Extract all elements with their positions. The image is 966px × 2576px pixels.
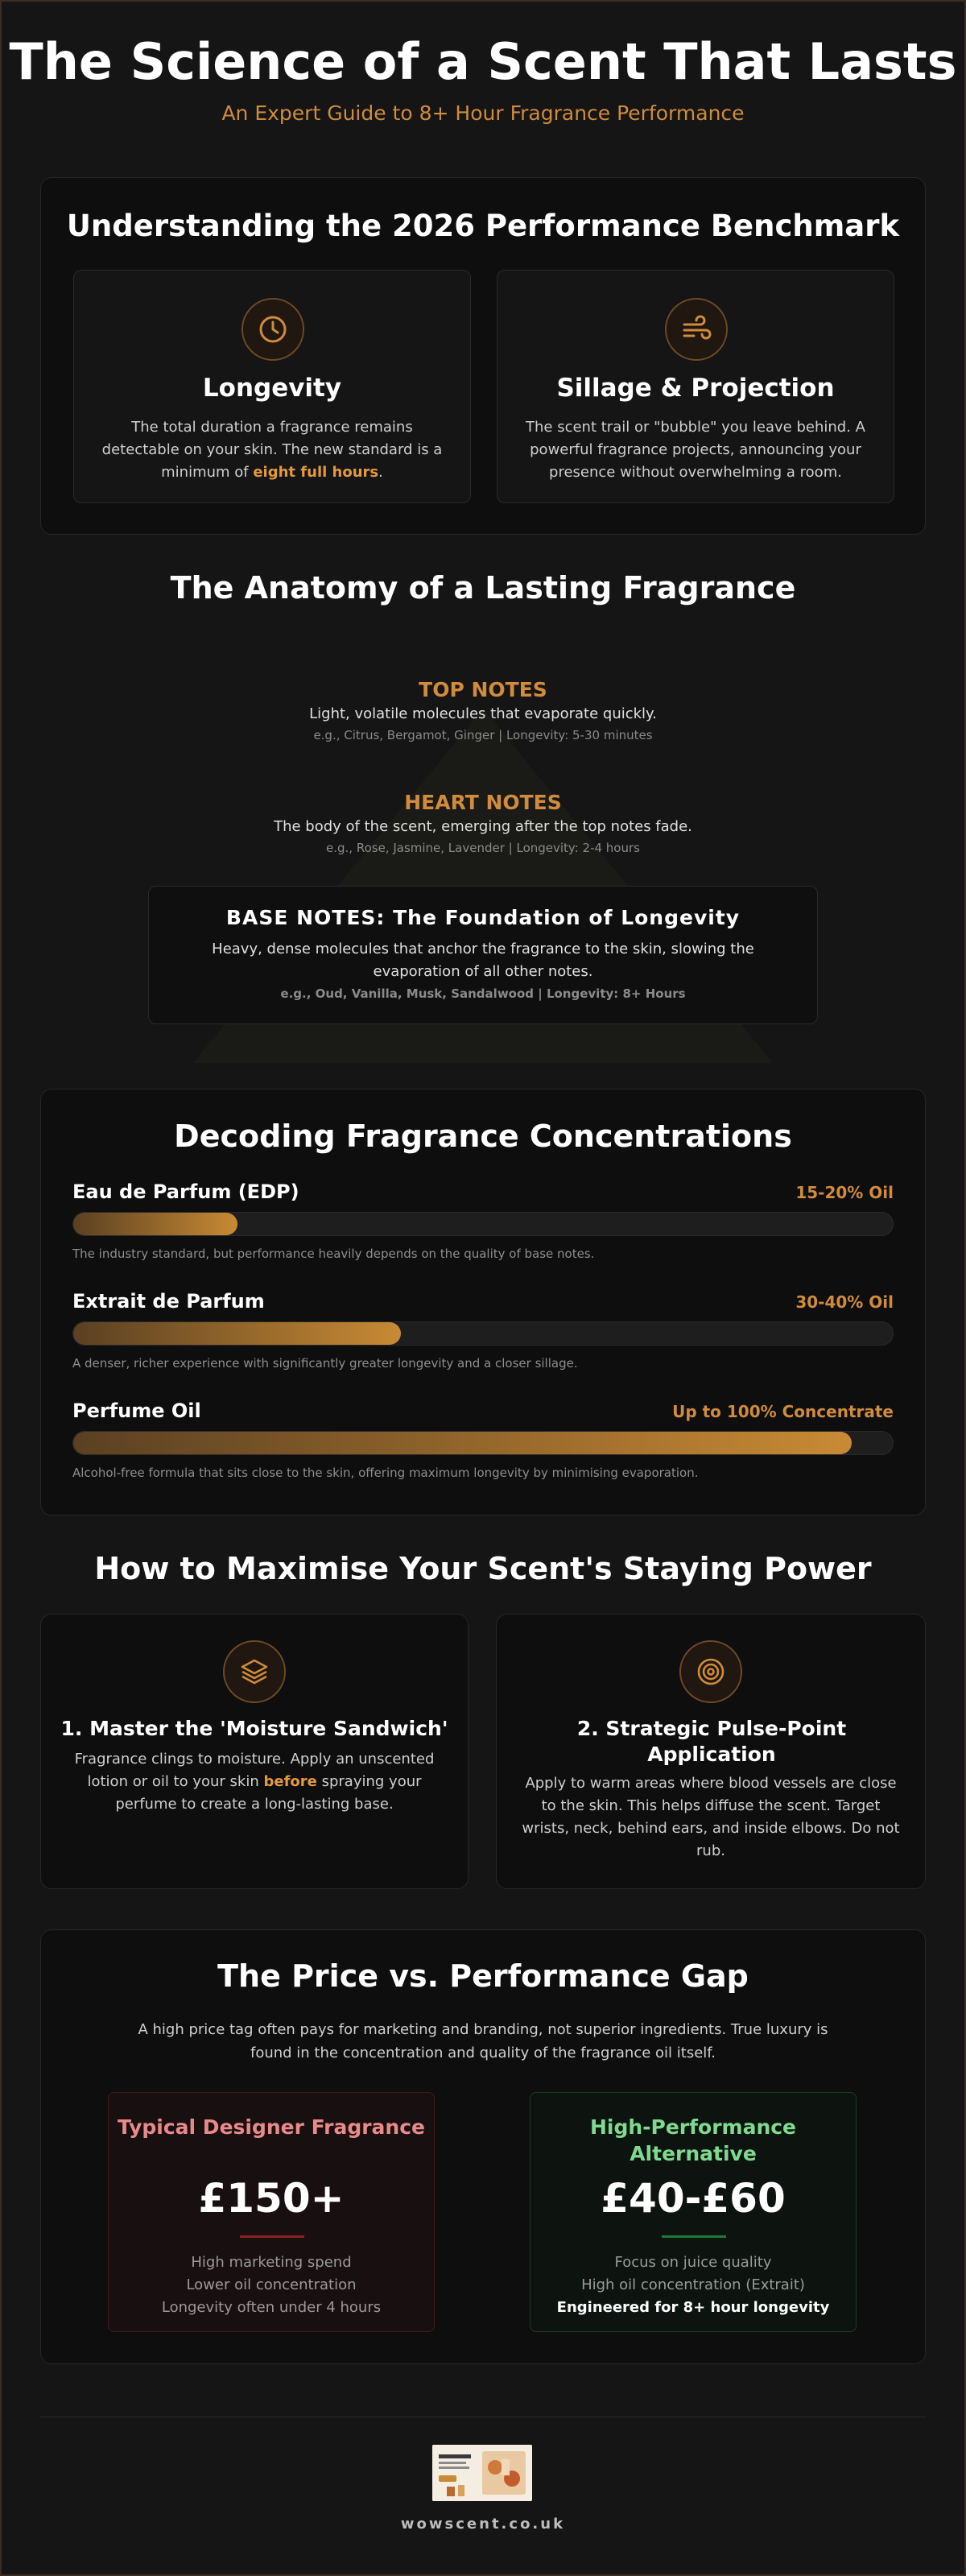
edp-label: Eau de Parfum (EDP) (72, 1180, 299, 1203)
price-intro: A high price tag often pays for marketing and branding, not superior ingredients. True luxury is found in the concentration and quality of the fragrance oil itself. (138, 2021, 828, 2061)
top-notes-examples: e.g., Citrus, Bergamot, Ginger | Longevity: 5-30 minutes (313, 728, 653, 742)
moisture-sandwich-highlight: before (263, 1773, 317, 1790)
moisture-sandwich-text-end: spraying your perfume to create a long-lasting base. (115, 1773, 422, 1813)
sillage-card (497, 270, 894, 503)
top-notes-heading: TOP NOTES (419, 678, 547, 701)
base-notes-text: Heavy, dense molecules that anchor the fragrance to the skin, slowing the evaporation of all other notes. (212, 941, 754, 980)
alternative-title: High-Performance Alternative (589, 2115, 797, 2165)
longevity-title: Longevity (202, 374, 342, 403)
designer-point: Lower oil concentration (186, 2276, 357, 2293)
page-subtitle: An Expert Guide to 8+ Hour Fragrance Performance (221, 101, 745, 125)
base-notes-examples: e.g., Oud, Vanilla, Musk, Sandalwood | Longevity: 8+ Hours (280, 986, 686, 1001)
alternative-divider (662, 2235, 726, 2238)
base-notes-box (148, 886, 818, 1024)
alternative-price: £40-£60 (601, 2175, 786, 2222)
designer-point: Longevity often under 4 hours (161, 2299, 382, 2316)
anatomy-title: The Anatomy of a Lasting Fragrance (170, 570, 796, 606)
designer-point: High marketing spend (191, 2254, 352, 2271)
benchmark-title: Understanding the 2026 Performance Benchmark (66, 209, 900, 243)
extrait-value: 30-40% Oil (795, 1292, 894, 1312)
page-title: The Science of a Scent That Lasts (9, 32, 957, 91)
alternative-point: Focus on juice quality (614, 2254, 772, 2271)
benchmark-section (40, 177, 926, 535)
heart-notes-heading: HEART NOTES (404, 791, 562, 814)
wind-icon (665, 298, 728, 361)
tips-title: How to Maximise Your Scent's Staying Power (94, 1551, 872, 1586)
brand-logo-image[interactable] (432, 2445, 532, 2501)
edp-value: 15-20% Oil (795, 1183, 894, 1202)
longevity-text (98, 416, 446, 484)
heart-notes-text: The body of the scent, emerging after the top notes fade. (274, 818, 692, 835)
alternative-price-card (530, 2092, 857, 2332)
layers-icon (223, 1640, 286, 1703)
price-title: The Price vs. Performance Gap (217, 1958, 749, 1994)
moisture-sandwich-text (65, 1748, 444, 1816)
base-notes-heading: BASE NOTES: The Foundation of Longevity (225, 906, 741, 929)
longevity-highlight: eight full hours (253, 464, 379, 481)
target-icon (679, 1640, 742, 1703)
oil-bar-fill (73, 1432, 852, 1454)
edp-description: The industry standard, but performance heavily depends on the quality of base notes. (72, 1247, 595, 1261)
clock-icon (242, 298, 304, 361)
oil-value: Up to 100% Concentrate (672, 1402, 894, 1421)
oil-description: Alcohol-free formula that sits close to the skin, offering maximum longevity by minimising evaporation. (72, 1466, 699, 1480)
heart-notes-examples: e.g., Rose, Jasmine, Lavender | Longevity: 2-4 hours (326, 841, 640, 855)
top-notes-text: Light, volatile molecules that evaporate quickly. (309, 705, 657, 722)
oil-bar (72, 1431, 894, 1455)
extrait-bar (72, 1321, 894, 1346)
sillage-title: Sillage & Projection (556, 374, 835, 403)
moisture-sandwich-card (40, 1614, 469, 1889)
edp-bar-fill (73, 1213, 237, 1235)
designer-price: £150+ (198, 2175, 345, 2222)
footer-domain[interactable]: wowscent.co.uk (400, 2516, 566, 2533)
pulse-point-text: Apply to warm areas where blood vessels are close to the skin. This helps diffuse the scent. Target wrists, neck, behind ears, and inside elbows. Do not rub. (522, 1775, 900, 1859)
edp-bar (72, 1212, 894, 1236)
longevity-text-end: . (378, 464, 383, 481)
extrait-bar-fill (73, 1322, 401, 1345)
pulse-point-title: 2. Strategic Pulse-Point Application (576, 1717, 847, 1766)
pulse-point-card (496, 1614, 926, 1889)
longevity-card (73, 270, 471, 503)
alternative-point: High oil concentration (Extrait) (581, 2276, 805, 2293)
moisture-sandwich-title: 1. Master the 'Moisture Sandwich' (60, 1717, 448, 1740)
sillage-text: The scent trail or "bubble" you leave behind. A powerful fragrance projects, announcing your presence without overwhelming a room. (526, 419, 865, 481)
extrait-label: Extrait de Parfum (72, 1290, 265, 1313)
designer-divider (240, 2235, 304, 2238)
extrait-description: A denser, richer experience with significantly greater longevity and a closer sillage. (72, 1356, 578, 1371)
designer-price-card (108, 2092, 435, 2332)
concentrations-title: Decoding Fragrance Concentrations (174, 1118, 792, 1154)
designer-title: Typical Designer Fragrance (118, 2115, 425, 2139)
longevity-text-body: The total duration a fragrance remains detectable on your skin. The new standard is a minimum of (101, 419, 443, 481)
alternative-point: Engineered for 8+ hour longevity (556, 2299, 830, 2316)
oil-label: Perfume Oil (72, 1400, 201, 1422)
moisture-sandwich-text-body: Fragrance clings to moisture. Apply an unscented lotion or oil to your skin (74, 1751, 435, 1790)
